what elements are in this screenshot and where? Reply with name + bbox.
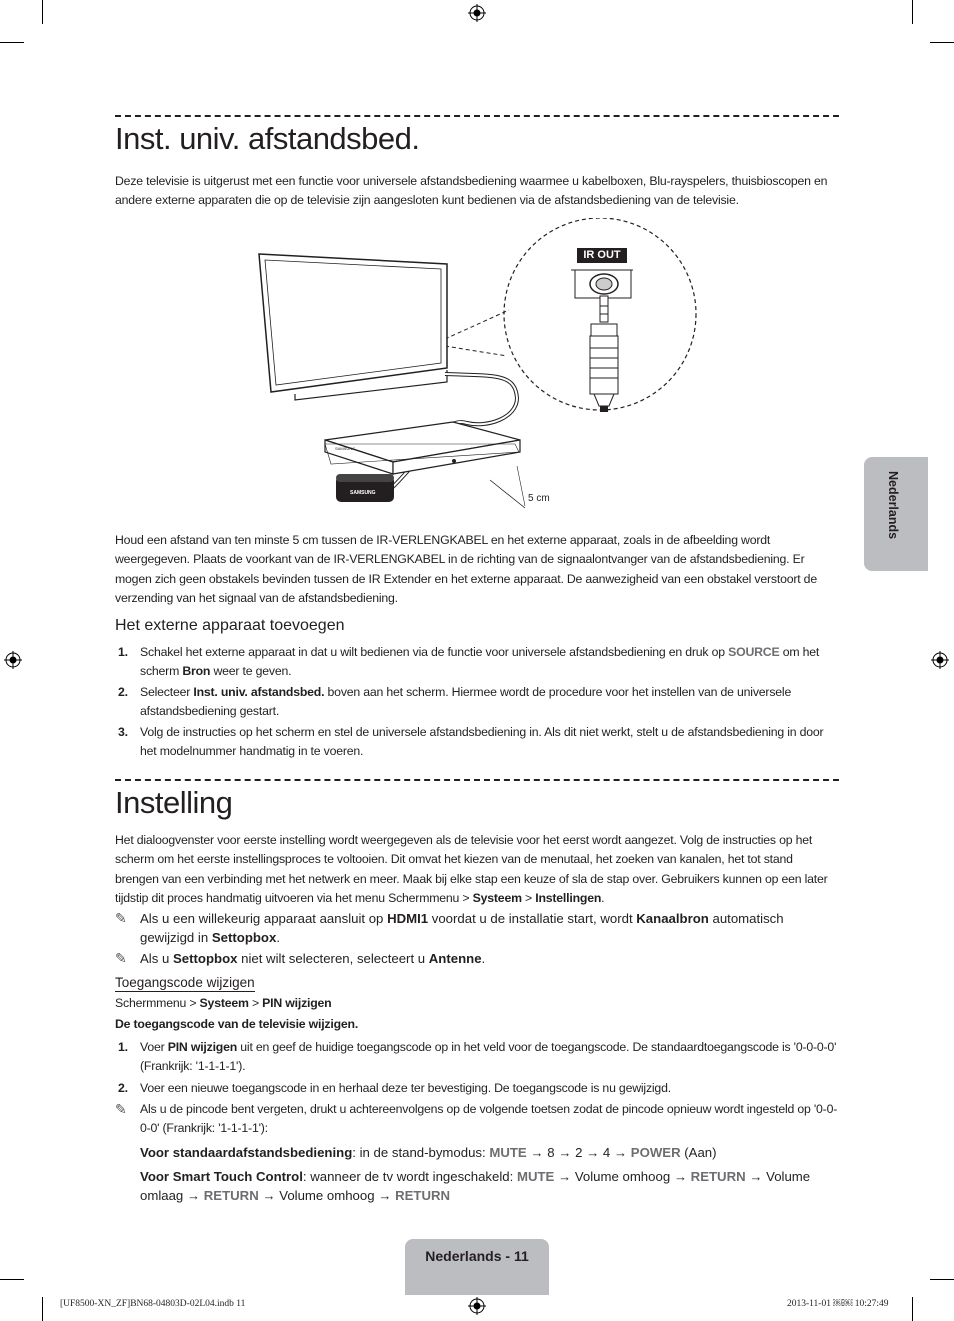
- note-pencil-icon: ✎: [115, 910, 127, 926]
- pin-step-2: 2. Voer een nieuwe toegangscode in en herhaal deze ter bevestiging. De toegangscode is nu gewijzigd.: [118, 1081, 671, 1095]
- subsection-title-add-device: Het externe apparaat toevoegen: [115, 617, 345, 634]
- note-forgot-pin: ✎ Als u de pincode bent vergeten, drukt u achtereenvolgens op de volgende toetsen zodat de pincode opnieuw wordt ingesteld op '0-0-0-0' (Frankrijk: '1-1-1-1'):: [115, 1101, 838, 1136]
- step-2: 2. Selecteer Inst. univ. afstandsbed. boven aan het scherm. Hiermee wordt de procedure voor het instellen van de universele afstandsbediening gestart.: [118, 685, 792, 719]
- note-pencil-icon: ✎: [115, 1101, 127, 1117]
- svg-text:SAMSUNG: SAMSUNG: [350, 490, 376, 496]
- registration-mark-icon: [468, 1297, 486, 1315]
- section-title-universal-remote: Inst. univ. afstandsbed.: [115, 121, 420, 156]
- section-divider: [115, 779, 839, 781]
- distance-paragraph: Houd een afstand van ten minste 5 cm tussen de IR-VERLENGKABEL en het externe apparaat, zoals in de afbeelding wordt weergegeven. Plaats de voorkant van de IR-VERLENGKABEL in de richting van de signaalontvanger van de afstandsbediening. Er mogen zich geen obstakels bevinden tussen de IR Extender en het externe apparaat. De aanwezigheid van een obstakel verstoort de verzending van het signaal van de afstandsbediening.: [115, 533, 817, 605]
- section-divider: [115, 115, 839, 117]
- crop-mark: [0, 42, 24, 43]
- section-title-setup: Instelling: [115, 785, 233, 820]
- ir-extender-diagram: [255, 218, 700, 518]
- crop-mark: [912, 0, 913, 24]
- language-side-tab: Nederlands: [864, 457, 928, 571]
- crop-mark: [930, 42, 954, 43]
- pin-menu-path: Schermmenu > Systeem > PIN wijzigen: [115, 996, 332, 1010]
- intro-paragraph: Deze televisie is uitgerust met een functie voor universele afstandsbediening waarmee u kabelboxen, Blu-rayspelers, thuisbioscopen en andere externe apparaten die op de televisie zijn aangesloten kunt bedienen via de afstandsbediening van de televisie.: [115, 174, 828, 208]
- note-pencil-icon: ✎: [115, 950, 127, 966]
- ir-out-label: IR OUT: [583, 249, 621, 261]
- crop-mark: [0, 1279, 24, 1280]
- pin-description: De toegangscode van de televisie wijzigen.: [115, 1017, 359, 1031]
- setup-intro-paragraph: Het dialoogvenster voor eerste instelling wordt weergegeven als de televisie voor het eerst wordt aangezet. Volg de instructies op het scherm om het eerste instellingsproces te voltooien. Dit omvat het kiezen van de menutaal, het zoeken van kanalen, het tot stand brengen van een verbinding met het netwerk en meer. Maak bij elke stap een keuze of sla de stap over. Gebruikers kunnen op een later tijdstip dit proces handmatig uitvoeren via het menu Schermmenu > Systeem > Instellingen.: [115, 833, 828, 905]
- step-1: 1. Schakel het externe apparaat in dat u wilt bedienen via de functie voor universele afstandsbediening en druk op SOURCE om het scherm Bron weer te geven.: [118, 645, 820, 679]
- svg-text:SAMSUNG: SAMSUNG: [335, 446, 356, 451]
- reset-smart-touch: Voor Smart Touch Control: wanneer de tv wordt ingeschakeld: MUTE → Volume omhoog → RETURN → Volume omlaag → RETURN → Volume omhoog → RETURN: [140, 1169, 811, 1204]
- crop-mark: [930, 1279, 954, 1280]
- crop-mark: [42, 0, 43, 24]
- registration-mark-icon: [468, 4, 486, 22]
- print-info-right: 2013-11-01 ￼￼ 10:27:49: [787, 1299, 889, 1309]
- reset-standard-remote: Voor standaardafstandsbediening: in de stand-bymodus: MUTE → 8 → 2 → 4 → POWER (Aan): [140, 1145, 717, 1160]
- crop-mark: [42, 1297, 43, 1321]
- step-3: 3. Volg de instructies op het scherm en stel de universele afstandsbediening in. Als dit niet werkt, stelt u de afstandsbediening in door het modelnummer handmatig in te voeren.: [118, 725, 824, 759]
- note-hdmi1: ✎ Als u een willekeurig apparaat aansluit op HDMI1 voordat u de installatie start, wordt Kanaalbron automatisch gewijzigd in Settopbox.: [115, 910, 784, 946]
- registration-mark-icon: [4, 651, 22, 669]
- pin-step-1: 1. Voer PIN wijzigen uit en geef de huidige toegangscode op in het veld voor de toegangscode. De standaardtoegangscode is '0-0-0-0' (Frankrijk: '1-1-1-1').: [118, 1040, 837, 1074]
- pin-heading: Toegangscode wijzigen: [115, 975, 255, 990]
- page-footer: Nederlands - 11: [405, 1239, 549, 1295]
- distance-label: 5 cm: [528, 493, 550, 504]
- crop-mark: [912, 1297, 913, 1321]
- note-settopbox: ✎ Als u Settopbox niet wilt selecteren, selecteert u Antenne.: [115, 949, 839, 968]
- registration-mark-icon: [931, 651, 949, 669]
- print-info-left: [UF8500-XN_ZF]BN68-04803D-02L04.indb 11: [60, 1299, 246, 1309]
